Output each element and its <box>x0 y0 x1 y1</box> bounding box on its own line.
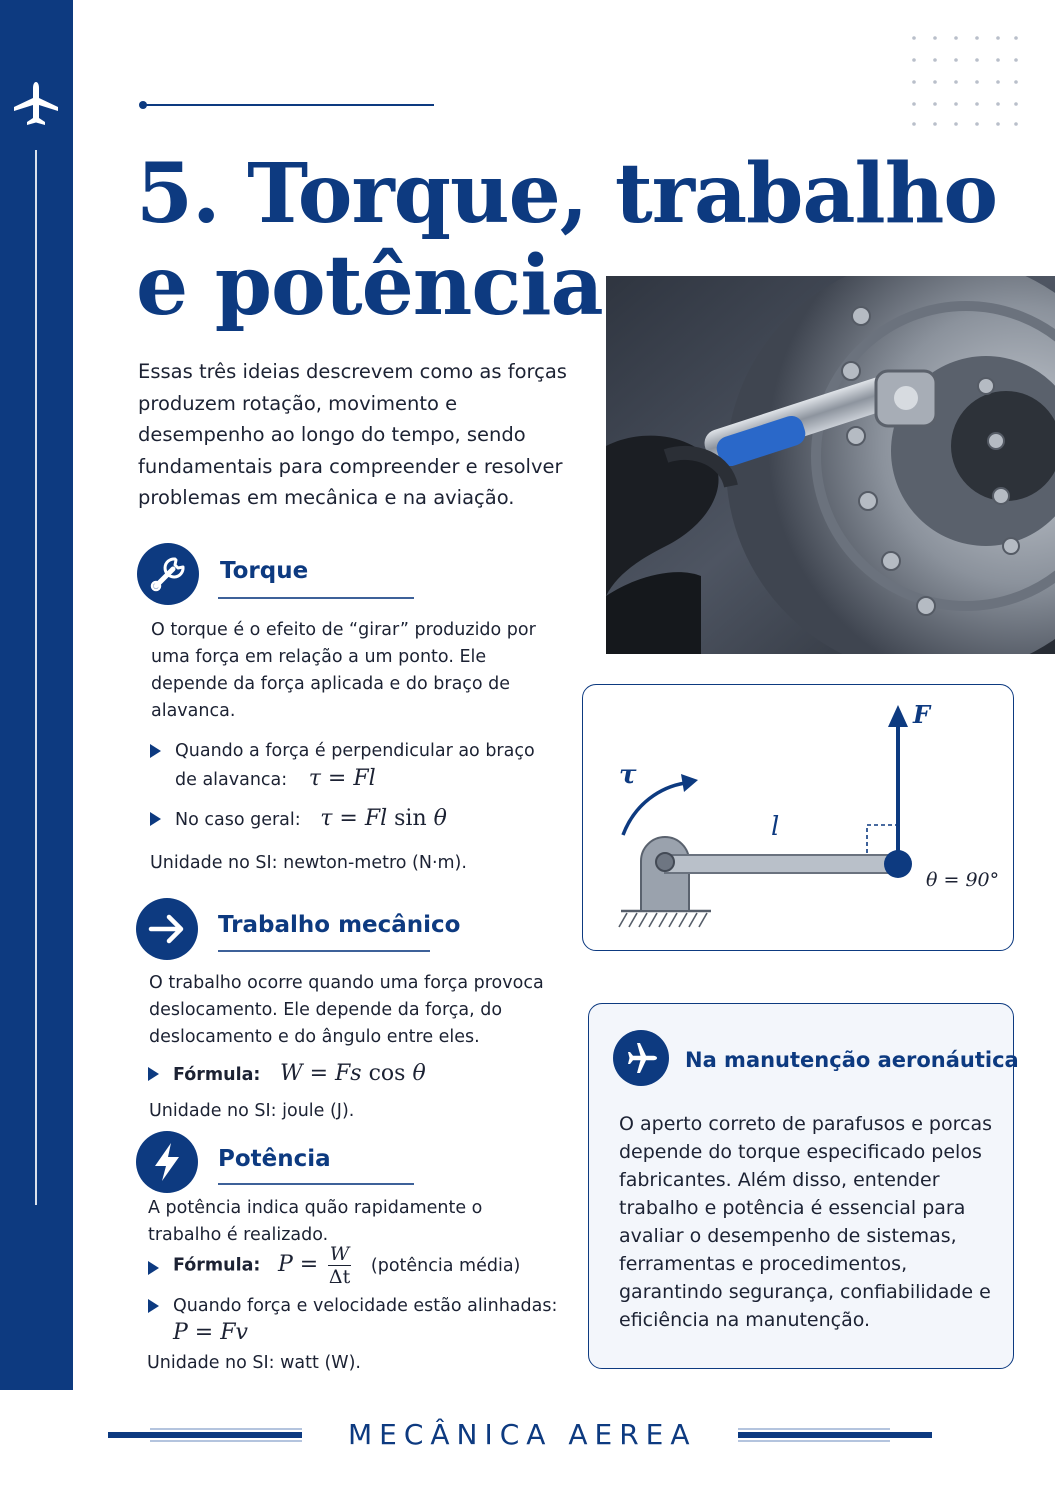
bullet-triangle-icon <box>150 744 161 758</box>
torque-unit: Unidade no SI: newton-metro (N·m). <box>150 853 467 873</box>
power-formula-numerator: W <box>329 1243 350 1265</box>
power-formula-label: Fórmula: <box>173 1255 261 1276</box>
diagram-perpendicular-marker <box>867 825 897 853</box>
sidebar <box>0 0 73 1390</box>
diagram-force-point <box>884 850 912 878</box>
torque-formula-general-a: τ = Fl <box>320 806 388 831</box>
work-formula-bullet <box>148 1060 548 1090</box>
diagram-lever-arm <box>665 855 897 873</box>
power-title-rule <box>218 1183 414 1185</box>
bullet-triangle-icon <box>148 1067 159 1081</box>
power-formula-denominator: Δt <box>328 1266 351 1288</box>
power-velocity-bullet <box>148 1292 558 1352</box>
power-formula-fraction <box>328 1243 352 1288</box>
torque-text: O torque é o efeito de “girar” produzido por uma força em relação a um ponto. Ele depende da força aplicada e do braço de alavanca. <box>151 620 536 721</box>
maintenance-text: O aperto correto de parafusos e porcas depende do torque especificado pelos fabricantes. Além disso, entender trabalho e potência é essencial para avaliar o desempenho de sistemas, ferramentas e procedimentos, garantindo segurança, confiabilidade e eficiência na manutenção. <box>619 1113 992 1331</box>
diagram-angle-label: θ = 90° <box>926 869 1000 891</box>
diagram-ground <box>619 911 711 927</box>
torque-icon-badge <box>137 543 199 605</box>
power-icon-badge <box>136 1131 198 1193</box>
diagram-force-arrowhead <box>888 705 908 727</box>
power-unit: Unidade no SI: watt (W). <box>147 1353 361 1373</box>
work-formula-label: Fórmula: <box>173 1065 261 1085</box>
power-formula-bullet <box>148 1243 548 1288</box>
maintenance-title: Na manutenção aeronáutica <box>685 1048 1019 1072</box>
power-formula-lhs: P = <box>277 1251 319 1277</box>
lightning-icon <box>136 1131 198 1193</box>
power-bullet2-text: Quando força e velocidade estão alinhadas: <box>173 1296 558 1316</box>
work-title: Trabalho mecânico <box>218 912 461 938</box>
torque-title: Torque <box>220 558 309 584</box>
airplane-icon <box>613 1030 669 1086</box>
title-line-1: 5. Torque, trabalho <box>136 146 998 242</box>
maintenance-icon-badge <box>613 1030 669 1086</box>
footer-brand: MECÂNICA AEREA <box>348 1418 697 1451</box>
bullet-triangle-icon <box>150 812 161 826</box>
diagram-arm-label: l <box>771 812 780 842</box>
airplane-icon <box>10 78 62 130</box>
torque-bullet2-label: No caso geral: <box>175 810 301 830</box>
torque-formula-perpendicular: τ = Fl <box>308 766 376 791</box>
work-formula-a: W = Fs <box>279 1061 362 1086</box>
work-formula-theta: θ <box>412 1061 426 1086</box>
torque-diagram <box>582 684 1014 951</box>
power-text: A potência indica quão rapidamente o trabalho é realizado. <box>148 1198 483 1245</box>
power-title: Potência <box>218 1146 331 1172</box>
torque-formula-theta: θ <box>433 806 447 831</box>
title-line-2: e potência <box>136 238 603 334</box>
torque-bullet1-line2: de alavanca: <box>175 770 288 790</box>
torque-bullet1-line1: Quando a força é perpendicular ao braço <box>175 741 535 761</box>
power-formula-note: (potência média) <box>370 1255 521 1276</box>
work-formula-cos: cos <box>368 1061 406 1086</box>
diagram-force-label: F <box>913 700 931 729</box>
torque-wrench-photo <box>606 276 1055 654</box>
bullet-triangle-icon <box>148 1299 159 1313</box>
dot-grid-decoration <box>906 30 1026 130</box>
diagram-rotation-arrow <box>623 783 685 835</box>
torque-bullet-perpendicular <box>150 737 550 797</box>
work-unit: Unidade no SI: joule (J). <box>149 1101 355 1121</box>
power-formula-velocity: P = Fv <box>173 1320 248 1345</box>
torque-formula-sin: sin <box>394 806 427 831</box>
sidebar-rule <box>35 150 37 1205</box>
bullet-triangle-icon <box>148 1261 159 1275</box>
diagram-pivot-pin <box>656 853 674 871</box>
diagram-tau-label: τ <box>619 760 637 790</box>
wrench-icon <box>137 543 199 605</box>
torque-bullet-general <box>150 805 550 835</box>
torque-title-rule <box>218 597 414 599</box>
work-title-rule <box>218 950 430 952</box>
maintenance-box <box>588 1003 1019 1369</box>
work-icon-badge <box>136 898 198 960</box>
work-text: O trabalho ocorre quando uma força provoca deslocamento. Ele depende da força, do deslocamento e do ângulo entre eles. <box>149 973 544 1047</box>
title-decoration-line <box>138 100 434 110</box>
intro-paragraph: Essas três ideias descrevem como as forças produzem rotação, movimento e desempenho ao longo do tempo, sendo fundamentais para compreender e resolver problemas em mecânica e na aviação. <box>138 360 567 509</box>
diagram-rotation-arrowhead <box>681 774 698 792</box>
arrow-right-icon <box>136 898 198 960</box>
